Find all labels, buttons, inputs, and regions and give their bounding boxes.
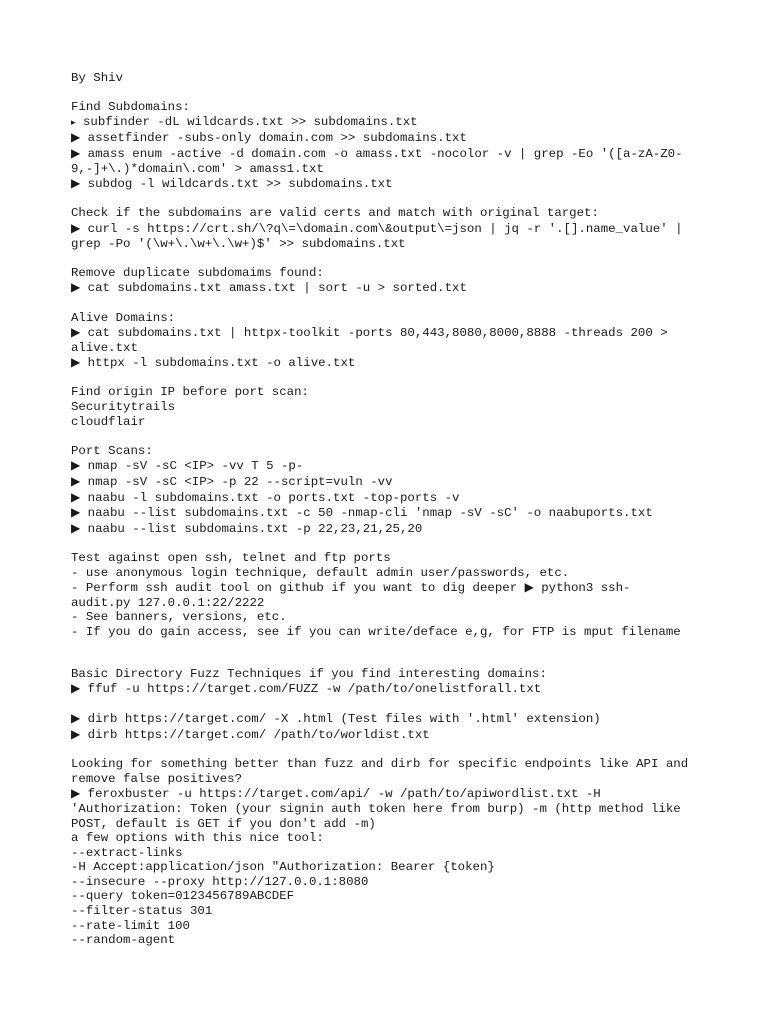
arrow-icon: ▶	[71, 520, 81, 535]
option-line: --insecure --proxy http://127.0.0.1:8080	[71, 874, 369, 889]
command-text: curl -s https://crt.sh/\?q\=\domain.com\&output\=json | jq -r '.[].name_value' |	[87, 221, 683, 236]
command-line	[71, 355, 711, 371]
command-continuation: POST, default is GET if you don't add -m)	[71, 816, 376, 831]
section-heading: Check if the subdomains are valid certs and match with original target:	[71, 206, 599, 221]
command-line	[71, 176, 711, 192]
text-segment: - Perform ssh audit tool on github if you want to dig deeper	[71, 581, 525, 596]
command-text: subdog -l wildcards.txt >> subdomains.txt	[87, 177, 393, 192]
text-segment: python3 ssh-	[533, 581, 631, 596]
section-heading: Looking for something better than fuzz and dirb for specific endpoints like API and	[71, 757, 689, 772]
command-text: subfinder -dL wildcards.txt >> subdomains.txt	[82, 114, 418, 129]
arrow-icon: ▶	[71, 145, 81, 160]
document-page	[71, 71, 711, 948]
section-heading: remove false positives?	[71, 771, 243, 786]
section-heading: Alive Domains:	[71, 310, 176, 325]
command-line	[71, 681, 711, 697]
arrow-icon: ▶	[71, 325, 81, 340]
command-text: naabu -l subdomains.txt -o ports.txt -top-ports -v	[87, 490, 460, 505]
option-line: --rate-limit 100	[71, 918, 190, 933]
author-line: By Shiv	[71, 71, 124, 85]
command-text: dirb https://target.com/ /path/to/worldist.txt	[87, 727, 430, 742]
arrow-icon: ▶	[71, 681, 81, 696]
command-text: cat subdomains.txt | httpx-toolkit -ports 80,443,8080,8000,8888 -threads 200 >	[87, 326, 668, 341]
section-heading: Basic Directory Fuzz Techniques if you find interesting domains:	[71, 666, 547, 681]
command-continuation: grep -Po '(\w+\.\w+\.\w+)$' >> subdomains.txt	[71, 236, 406, 251]
command-text: naabu --list subdomains.txt -c 50 -nmap-cli 'nmap -sV -sC' -o naabuports.txt	[87, 506, 653, 521]
arrow-icon: ▶	[71, 786, 81, 801]
command-text: nmap -sV -sC <IP> -p 22 --script=vuln -vv	[87, 475, 393, 490]
command-line	[71, 325, 711, 341]
command-line	[71, 490, 711, 506]
command-text: assetfinder -subs-only domain.com >> subdomains.txt	[87, 131, 467, 146]
text-line: - See banners, versions, etc.	[71, 610, 287, 625]
command-line	[71, 711, 711, 727]
section-heading: Find origin IP before port scan:	[71, 385, 309, 400]
section-heading: Port Scans:	[71, 443, 153, 458]
command-line	[71, 146, 711, 162]
arrow-icon: ▶	[71, 711, 81, 726]
arrow-icon: ▸	[71, 117, 76, 128]
command-text: httpx -l subdomains.txt -o alive.txt	[87, 356, 356, 371]
arrow-icon: ▶	[71, 489, 81, 504]
command-line	[71, 474, 711, 490]
command-continuation: 9,-]+\.)*domain\.com' > amass1.txt	[71, 161, 324, 176]
command-line	[71, 221, 711, 237]
option-line: --filter-status 301	[71, 904, 213, 919]
command-line	[71, 115, 711, 131]
command-text: cat subdomains.txt amass.txt | sort -u > sorted.txt	[87, 281, 467, 296]
arrow-icon: ▶	[71, 726, 81, 741]
arrow-icon: ▶	[71, 505, 81, 520]
option-line: -H Accept:application/json "Authorization: Bearer {token}	[71, 860, 495, 875]
command-text: dirb https://target.com/ -X .html (Test files with '.html' extension)	[87, 712, 601, 727]
section-heading: Test against open ssh, telnet and ftp ports	[71, 551, 391, 565]
text-line: - use anonymous login technique, default admin user/passwords, etc.	[71, 565, 570, 580]
command-text: nmap -sV -sC <IP> -vv T 5 -p-	[87, 459, 304, 474]
arrow-icon: ▶	[71, 280, 81, 295]
option-line: --extract-links	[71, 845, 183, 860]
command-text: ffuf -u https://target.com/FUZZ -w /path/to/onelistforall.txt	[87, 682, 542, 697]
arrow-icon: ▶	[71, 176, 81, 191]
text-line: a few options with this nice tool:	[71, 831, 324, 846]
command-line	[71, 280, 711, 296]
arrow-icon: ▶	[71, 474, 81, 489]
arrow-icon: ▶	[71, 458, 81, 473]
command-line	[71, 458, 711, 474]
text-line: Securitytrails	[71, 400, 176, 415]
command-line	[71, 130, 711, 146]
command-text: amass enum -active -d domain.com -o amass.txt -nocolor -v | grep -Eo '([a-zA-Z0-	[87, 146, 683, 161]
option-line: --random-agent	[71, 933, 176, 948]
option-line: --query token=0123456789ABCDEF	[71, 889, 295, 904]
command-text: feroxbuster -u https://target.com/api/ -w /path/to/apiwordlist.txt -H	[87, 787, 601, 802]
command-continuation: alive.txt	[71, 340, 138, 355]
arrow-icon: ▶	[71, 220, 81, 235]
text-line: - If you do gain access, see if you can write/deface e,g, for FTP is mput filename	[71, 624, 681, 639]
arrow-icon: ▶	[71, 355, 81, 370]
section-heading: Find Subdomains:	[71, 100, 190, 115]
command-text: naabu --list subdomains.txt -p 22,23,21,25,20	[87, 521, 423, 536]
text-line: audit.py 127.0.0.1:22/2222	[71, 595, 265, 610]
text-line	[71, 580, 711, 596]
arrow-icon: ▶	[71, 130, 81, 145]
arrow-icon: ▶	[524, 580, 534, 595]
section-heading: Remove duplicate subdomaims found:	[71, 265, 324, 280]
command-continuation: 'Authorization: Token (your signin auth token here from burp) -m (http method like	[71, 801, 681, 816]
text-line: cloudflair	[71, 414, 146, 429]
command-line	[71, 727, 711, 743]
command-line	[71, 786, 711, 802]
command-line	[71, 505, 711, 521]
command-line	[71, 521, 711, 537]
